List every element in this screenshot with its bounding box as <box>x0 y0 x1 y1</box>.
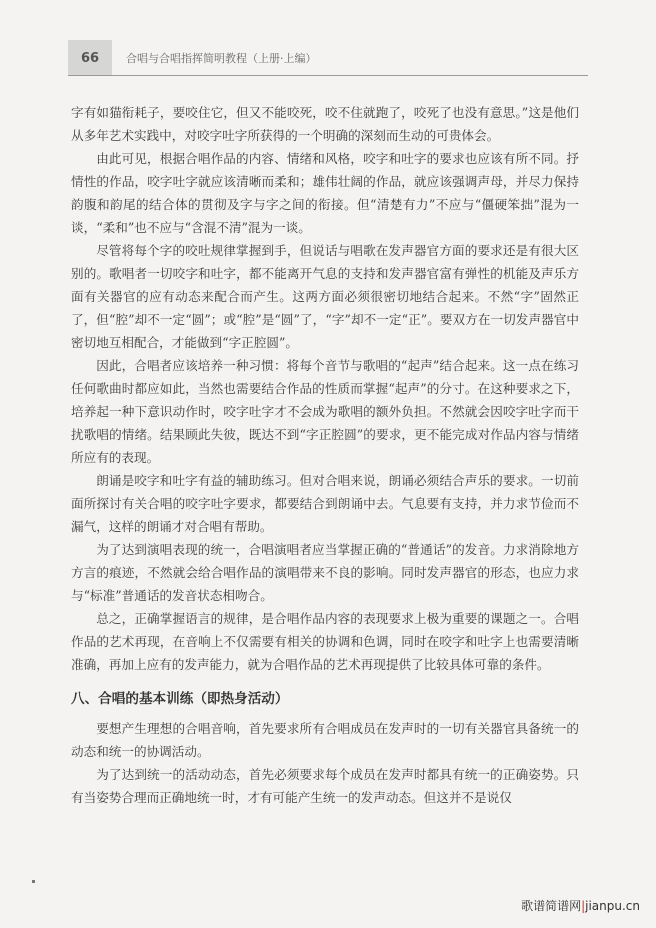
page-header <box>0 40 656 76</box>
paragraph: 尽管将每个字的咬吐规律掌握到手，但说话与唱歌在发声器官方面的要求还是有很大区别的。歌唱者一切咬字和吐字，都不能离开气息的支持和发声器官富有弹性的机能及声乐方面有关器官的应有动态来配合而产生。这两方面必须很密切地结合起来。不然“字”固然正了，但“腔”却不一定“圆”；或“腔”是“圆”了，“字”却不一定“正”。要双方在一切发声器官中密切地互相配合，才能做到“字正腔圆”。 <box>71 243 579 350</box>
site-watermark <box>521 897 640 914</box>
paragraph: 字有如猫衔耗子，要咬住它，但又不能咬死，咬不住就跑了，咬死了也没有意思。”这是他们从多年艺术实践中，对咬字吐字所获得的一个明确的深刻而生动的可贵体会。 <box>71 105 579 143</box>
running-title: 合唱与合唱指挥简明教程（上册·上编） <box>126 52 317 65</box>
body-text <box>71 101 579 809</box>
paragraph: 因此，合唱者应该培养一种习惯：将每个音节与歌唱的“起声”结合起来。这一点在练习任何歌曲时都应如此，当然也需要结合作品的性质而掌握“起声”的分寸。在这种要求之下，培养起一种下意识动作时，咬字吐字才不会成为歌唱的额外负担。不然就会因咬字吐字而干扰歌唱的情绪。结果顾此失彼，既达不到“字正腔圆”的要求，更不能完成对作品内容与情绪所应有的表现。 <box>71 358 579 465</box>
paragraph: 朗诵是咬字和吐字有益的辅助练习。但对合唱来说，朗诵必须结合声乐的要求。一切前面所探讨有关合唱的咬字吐字要求，都要结合到朗诵中去。气息要有支持，并力求节俭而不漏气，这样的朗诵才对合唱有帮助。 <box>71 473 579 534</box>
paragraph: 为了达到演唱表现的统一，合唱演唱者应当掌握正确的“普通话”的发音。力求消除地方方言的痕迹，不然就会给合唱作品的演唱带来不良的影响。同时发声器官的形态，也应力求与“标准”普通话的发音状态相吻合。 <box>71 542 579 603</box>
paragraph: 为了达到统一的活动动态，首先必须要求每个成员在发声时都具有统一的正确姿势。只有当姿势合理而正确地统一时，才有可能产生统一的发声动态。但这并不是说仅 <box>71 767 579 805</box>
watermark-url: jianpu.cn <box>585 899 640 913</box>
scan-mark <box>32 880 35 883</box>
paragraph: 由此可见，根据合唱作品的内容、情绪和风格，咬字和吐字的要求也应该有所不同。抒情性的作品，咬字吐字就应该清晰而柔和；雄伟壮阔的作品，就应该强调声母，并尽力保持韵腹和韵尾的结合体的贯彻及字与字之间的衔接。但“清楚有力”不应与“僵硬笨拙”混为一谈，“柔和”也不应与“含混不清”混为一谈。 <box>71 151 579 235</box>
paragraph: 总之，正确掌握语言的规律，是合唱作品内容的表现要求上极为重要的课题之一。合唱作品的艺术再现，在音响上不仅需要有相关的协调和色调，同时在咬字和吐字上也需要清晰准确，再加上应有的发声能力，就为合唱作品的艺术再现提供了比较具体可靠的条件。 <box>71 611 579 672</box>
watermark-site-name: 歌谱简谱网 <box>521 899 582 913</box>
page-number: 66 <box>68 40 112 76</box>
section-heading: 八、合唱的基本训练（即热身活动） <box>71 691 289 707</box>
header-rule <box>68 75 588 76</box>
watermark-separator: | <box>581 899 586 913</box>
paragraph: 要想产生理想的合唱音响，首先要求所有合唱成员在发声时的一切有关器官具备统一的动态和统一的协调活动。 <box>71 721 579 759</box>
